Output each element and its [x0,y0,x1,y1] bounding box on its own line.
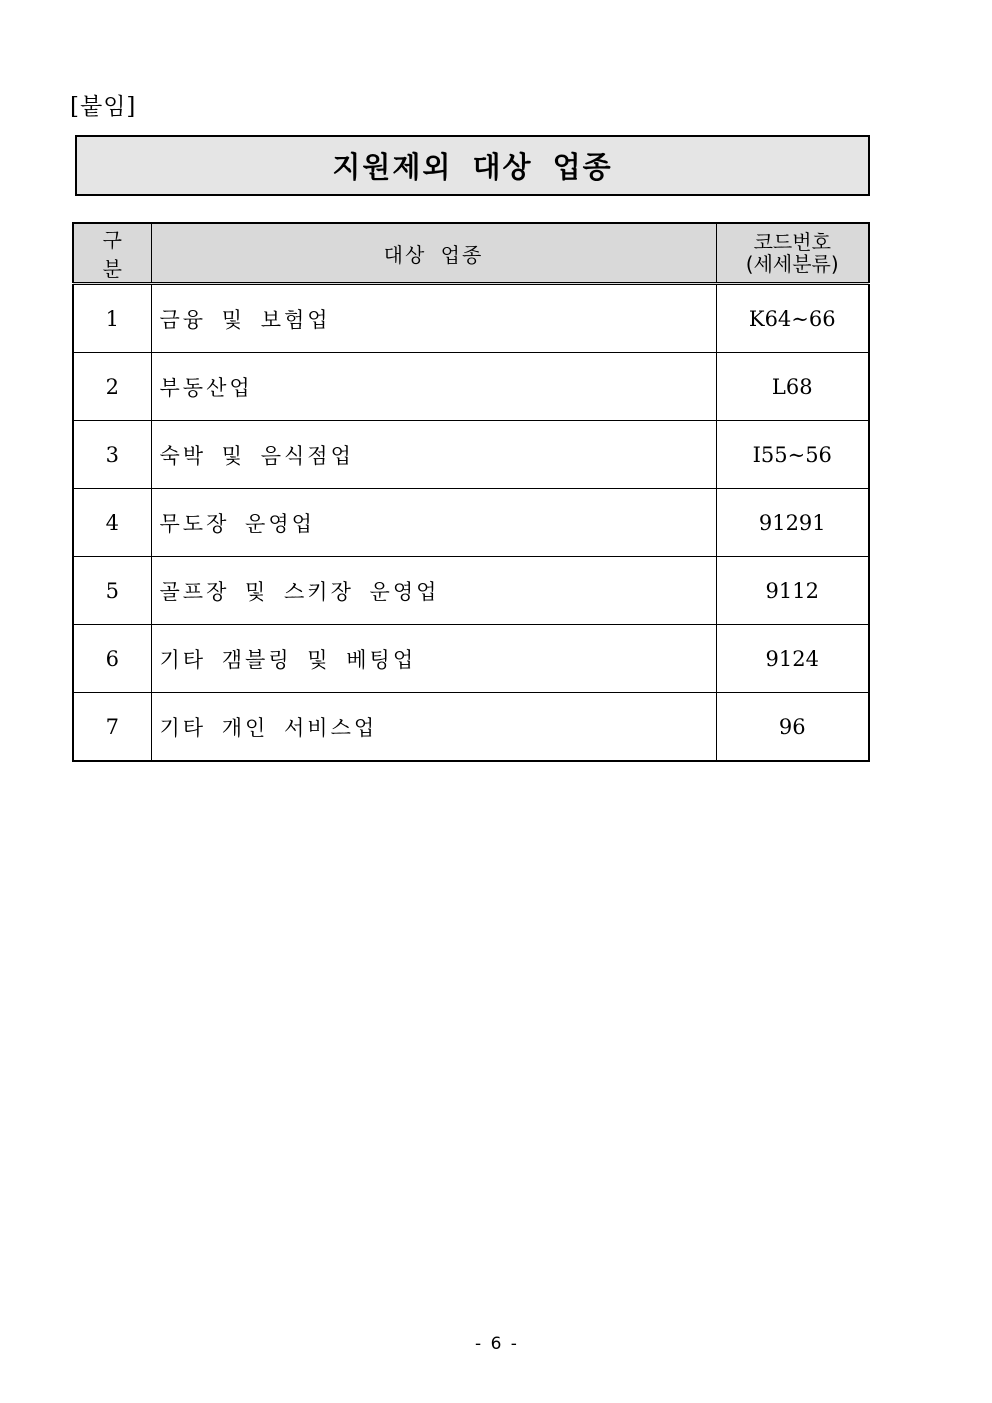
table-header-row [73,223,869,284]
header-code-line2: (세세분류) [745,252,839,276]
row-number: 6 [73,625,151,693]
row-industry: 기타 개인 서비스업 [151,693,716,762]
table-row [73,353,869,421]
document-title: 지원제외 대상 업종 [332,150,613,184]
row-number: 2 [73,353,151,421]
row-number: 7 [73,693,151,762]
row-code: 96 [716,693,869,762]
row-number: 3 [73,421,151,489]
row-code: 9124 [716,625,869,693]
header-code-line1: 코드번호 [753,230,831,254]
table-row [73,284,869,353]
row-industry: 금융 및 보험업 [151,284,716,353]
table-row [73,693,869,762]
title-box [75,135,870,196]
row-code: 9112 [716,557,869,625]
row-code: K64∼66 [716,284,869,353]
row-industry: 부동산업 [151,353,716,421]
row-industry: 무도장 운영업 [151,489,716,557]
row-number: 5 [73,557,151,625]
row-code: I55∼56 [716,421,869,489]
table-row [73,557,869,625]
table-row [73,489,869,557]
header-industry: 대상 업종 [151,223,716,284]
header-number: 구 분 [73,223,151,284]
row-number: 1 [73,284,151,353]
row-number: 4 [73,489,151,557]
row-code: 91291 [716,489,869,557]
attachment-label: [붙임] [70,94,137,120]
row-code: L68 [716,353,869,421]
row-industry: 기타 갬블링 및 베팅업 [151,625,716,693]
row-industry: 숙박 및 음식점업 [151,421,716,489]
page-number: - 6 - [475,1334,517,1354]
excluded-industries-table [72,222,870,762]
table-row [73,625,869,693]
header-code [716,223,869,284]
row-industry: 골프장 및 스키장 운영업 [151,557,716,625]
table-row [73,421,869,489]
